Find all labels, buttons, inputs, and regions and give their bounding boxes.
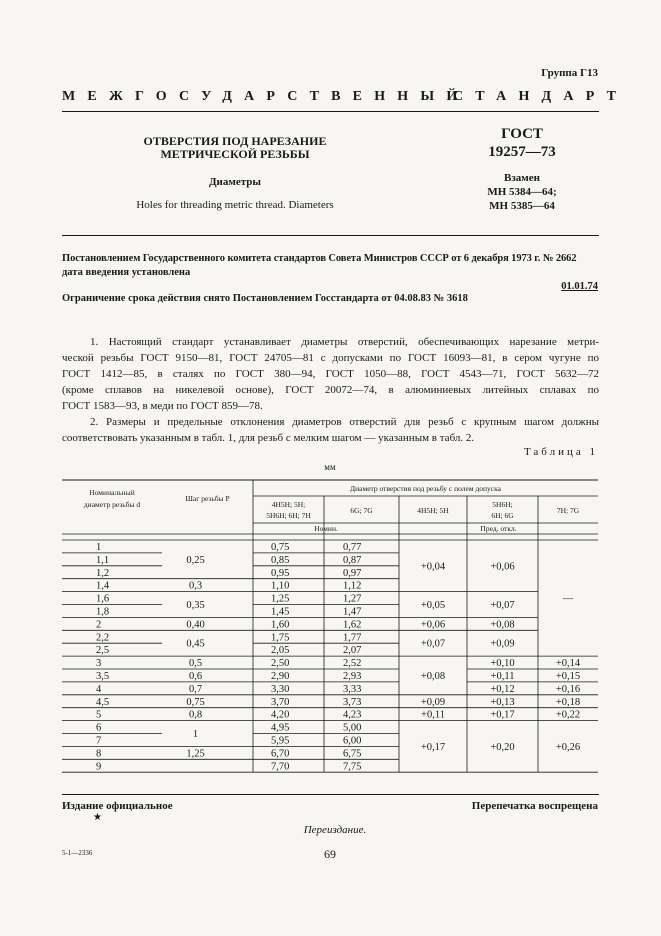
cell-size-a: 2,90 [271, 670, 290, 682]
cell-size-a: 3,30 [271, 683, 290, 695]
cell-size-b: 1,77 [343, 632, 362, 644]
cell-diameter: 8 [96, 748, 102, 760]
cell-size-a: 1,10 [271, 580, 290, 592]
cell-size-a: 1,75 [271, 632, 290, 644]
group-code: Группа Г13 [541, 67, 598, 79]
standard-number: 19257—73 [488, 144, 556, 160]
cell-diameter: 4,5 [96, 696, 110, 708]
cell-size-a: 1,45 [271, 606, 290, 618]
cell-diameter: 9 [96, 761, 102, 773]
cell-size-b: 6,00 [343, 735, 362, 747]
cell-pitch: 0,8 [188, 709, 203, 721]
footer-rule [62, 794, 599, 795]
cell-pitch: 0,6 [188, 670, 203, 682]
cell-pitch: 0,35 [186, 600, 205, 611]
footer-reprint: Перепечатка воспрещена [471, 800, 598, 812]
p1-line: 1. Настоящий стандарт устанавливает диаметры отверстий, обеспечивающих нарезание метри- [90, 336, 599, 348]
cell-diameter: 2,5 [96, 645, 110, 657]
cell-tolerance-c: +0,17 [420, 741, 446, 753]
cell-diameter: 1 [96, 541, 102, 553]
header-nominal: диаметр резьбы d [83, 500, 141, 509]
title-ru-line2: МЕТРИЧЕСКОЙ РЕЗЬБЫ [160, 147, 310, 161]
cell-diameter: 3 [96, 658, 102, 670]
cell-size-a: 2,50 [271, 658, 290, 670]
cell-tolerance-e: +0,18 [555, 696, 581, 708]
cell-tolerance-c: +0,09 [420, 696, 446, 708]
cell-size-b: 0,97 [343, 567, 362, 579]
banner-interstate: МЕЖГОСУДАРСТВЕННЫЙ [62, 89, 470, 104]
cell-tolerance-e: +0,22 [555, 709, 581, 721]
header-col-b: 6G; 7G [350, 506, 373, 515]
cell-size-b: 6,75 [343, 748, 362, 760]
cell-tolerance-d: +0,07 [490, 600, 515, 611]
cell-diameter: 1,8 [96, 606, 110, 618]
cell-diameter: 1,4 [96, 580, 110, 592]
cell-pitch: 0,3 [188, 580, 203, 592]
cell-size-b: 1,12 [343, 580, 362, 592]
replaces-2: МН 5385—64 [489, 200, 555, 212]
cell-tolerance-e: +0,26 [555, 741, 581, 753]
cell-diameter: 7 [96, 735, 102, 747]
cell-size-a: 5,95 [271, 735, 290, 747]
cell-size-a: 2,05 [271, 645, 290, 657]
table-unit: мм [324, 462, 336, 472]
header-pitch: Шаг резьбы P [185, 494, 230, 503]
cell-diameter: 1,1 [96, 554, 110, 566]
p1-line: (кроме сплавов на никелевой основе), ГОСТ 20072—74, в алюминиевых литейных сплавах по [62, 384, 599, 396]
cell-size-b: 3,73 [343, 696, 362, 708]
cell-tolerance-c: +0,06 [420, 619, 446, 631]
header-tolerance: Пред. откл. [480, 524, 517, 533]
cell-pitch: 0,7 [188, 683, 203, 695]
cell-pitch: 0,40 [186, 619, 205, 631]
footer-official: Издание официальное [62, 800, 173, 812]
p1-line: ческой резьбы ГОСТ 9150—81, ГОСТ 24705—81 с допусками по ГОСТ 16093—81, в сером чугуне по [62, 352, 599, 364]
cell-size-a: 7,70 [271, 761, 290, 773]
cell-tolerance-e: — [562, 593, 574, 605]
cell-tolerance-e: +0,14 [555, 658, 581, 670]
cell-size-a: 1,25 [271, 593, 290, 605]
cell-diameter: 5 [96, 709, 102, 721]
decree-date: 01.01.74 [561, 281, 598, 292]
cell-size-a: 0,85 [271, 554, 290, 566]
cell-diameter: 1,2 [96, 567, 110, 579]
decree-limit: Ограничение срока действия снято Постановлением Госстандарта от 04.08.83 № 3618 [62, 293, 468, 304]
footer-reissue: Переиздание. [303, 824, 367, 836]
cell-pitch: 0,25 [186, 554, 205, 566]
cell-pitch: 1,25 [186, 748, 205, 760]
header-col-c: 4H5H; 5H [417, 506, 449, 515]
cell-diameter: 4 [96, 683, 102, 695]
print-code: 5-1—2336 [62, 849, 93, 857]
cell-size-b: 2,52 [343, 658, 362, 670]
header-nominal: Номинальный [89, 488, 135, 497]
header-col-a: 5H6H; 6H; 7H [266, 511, 311, 520]
p2-line: соответствовать указанным в табл. 1, для резьб с мелким шагом — указанным в табл. 2. [62, 432, 475, 444]
replaces-label: Взамен [504, 172, 540, 184]
decree-line1: Постановлением Государственного комитета стандартов Совета Министров СССР от 6 декабря 1973 г. № 2662 [62, 253, 577, 264]
header-hole-diameter: Диаметр отверстия под резьбу с полем допуска [349, 484, 502, 493]
cell-diameter: 3,5 [96, 670, 110, 682]
cell-tolerance-c: +0,05 [420, 600, 446, 611]
cell-size-b: 1,62 [343, 619, 362, 631]
header-col-d: 6H; 6G [491, 511, 514, 520]
cell-size-b: 1,47 [343, 606, 362, 618]
cell-size-b: 3,33 [343, 683, 362, 695]
cell-tolerance-d: +0,09 [490, 638, 515, 650]
title-subtitle: Диаметры [208, 176, 262, 188]
cell-diameter: 6 [96, 722, 102, 734]
cell-size-a: 4,95 [271, 722, 290, 734]
cell-tolerance-c: +0,04 [420, 561, 446, 573]
decree-line2: дата введения установлена [62, 267, 191, 278]
p1-line: ГОСТ 1583—93, в меди по ГОСТ 859—78. [62, 400, 263, 412]
cell-pitch: 0,5 [188, 658, 203, 670]
cell-tolerance-c: +0,07 [420, 638, 446, 650]
cell-tolerance-d: +0,08 [490, 619, 515, 631]
cell-diameter: 2,2 [96, 632, 110, 644]
cell-size-b: 4,23 [343, 709, 362, 721]
star-icon: ★ [93, 812, 102, 823]
cell-pitch: 0,45 [186, 638, 205, 650]
header-col-a: 4H5H; 5H; [271, 500, 306, 509]
cell-tolerance-d: +0,13 [490, 696, 515, 708]
table-caption: Таблица 1 [523, 446, 598, 458]
banner-standard: СТАНДАРТ [453, 89, 629, 104]
cell-tolerance-e: +0,15 [555, 670, 581, 682]
cell-size-b: 2,93 [343, 670, 362, 682]
cell-size-b: 0,77 [343, 541, 362, 553]
title-ru-line1: ОТВЕРСТИЯ ПОД НАРЕЗАНИЕ [143, 134, 327, 148]
cell-size-b: 0,87 [343, 554, 362, 566]
cell-size-b: 2,07 [343, 645, 362, 657]
cell-tolerance-e: +0,16 [555, 683, 581, 695]
standard-label: ГОСТ [501, 126, 543, 142]
cell-size-a: 4,20 [271, 709, 290, 721]
cell-tolerance-d: +0,17 [490, 709, 515, 721]
cell-size-a: 6,70 [271, 748, 290, 760]
cell-size-a: 1,60 [271, 619, 290, 631]
cell-diameter: 2 [96, 619, 102, 631]
cell-pitch: 1 [192, 729, 199, 740]
cell-size-b: 7,75 [343, 761, 362, 773]
p2-line: 2. Размеры и предельные отклонения диаметров отверстий для резьб с крупным шагом должны [90, 416, 599, 428]
cell-tolerance-c: +0,08 [420, 670, 446, 682]
cell-size-a: 0,75 [271, 541, 290, 553]
cell-size-a: 3,70 [271, 696, 290, 708]
cell-size-b: 1,27 [343, 593, 362, 605]
title-english: Holes for threading metric thread. Diameters [136, 199, 334, 211]
cell-size-a: 0,95 [271, 567, 290, 579]
cell-size-b: 5,00 [343, 722, 362, 734]
p1-line: ГОСТ 1412—85, в сталях по ГОСТ 380—94, ГОСТ 1050—88, ГОСТ 4543—71, ГОСТ 5632—72 [62, 368, 599, 380]
header-col-e: 7H; 7G [556, 506, 580, 515]
replaces-1: МН 5384—64; [487, 186, 557, 198]
header-nominal-size: Номин. [314, 524, 338, 533]
cell-tolerance-d: +0,11 [490, 670, 515, 682]
cell-tolerance-d: +0,10 [490, 658, 515, 670]
cell-tolerance-c: +0,11 [421, 709, 445, 721]
page-number: 69 [324, 847, 336, 861]
header-col-d: 5H6H; [492, 500, 513, 509]
cell-pitch: 0,75 [186, 696, 205, 708]
cell-diameter: 1,6 [96, 593, 110, 605]
cell-tolerance-d: +0,06 [490, 561, 515, 573]
cell-tolerance-d: +0,20 [490, 741, 515, 753]
cell-tolerance-d: +0,12 [490, 683, 515, 695]
